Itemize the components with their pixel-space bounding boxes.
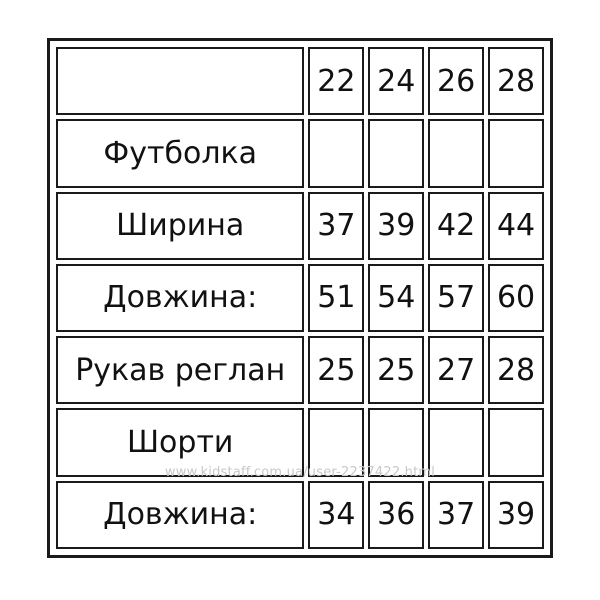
value-cell: 44	[488, 192, 544, 260]
size-header-cell: 22	[308, 47, 364, 115]
value-cell: 34	[308, 481, 364, 549]
value-cell: 36	[368, 481, 424, 549]
value-cell: 37	[428, 481, 484, 549]
table-row	[56, 336, 544, 404]
value-cell: 28	[488, 336, 544, 404]
row-label: Ширина	[56, 192, 304, 260]
row-label: Довжина:	[56, 481, 304, 549]
table-row	[56, 264, 544, 332]
value-cell: 25	[368, 336, 424, 404]
value-cell: 42	[428, 192, 484, 260]
row-label: Довжина:	[56, 264, 304, 332]
table-row	[56, 119, 544, 187]
table-body	[56, 47, 544, 549]
value-cell: 39	[488, 481, 544, 549]
value-cell	[488, 408, 544, 476]
table-row	[56, 408, 544, 476]
value-cell	[368, 408, 424, 476]
table-row	[56, 47, 544, 115]
value-cell	[368, 119, 424, 187]
value-cell	[308, 408, 364, 476]
value-cell: 37	[308, 192, 364, 260]
row-label: Рукав реглан	[56, 336, 304, 404]
watermark-text: www.kidstaff.com.ua/user-2237422.html	[164, 465, 436, 480]
table-row	[56, 481, 544, 549]
value-cell: 57	[428, 264, 484, 332]
value-cell: 51	[308, 264, 364, 332]
value-cell: 27	[428, 336, 484, 404]
table-row	[56, 192, 544, 260]
size-header-cell: 28	[488, 47, 544, 115]
value-cell	[428, 119, 484, 187]
value-cell: 25	[308, 336, 364, 404]
size-chart-table	[52, 43, 548, 553]
value-cell	[308, 119, 364, 187]
row-label: Футболка	[56, 119, 304, 187]
size-header-cell: 24	[368, 47, 424, 115]
value-cell	[488, 119, 544, 187]
value-cell: 60	[488, 264, 544, 332]
value-cell	[428, 408, 484, 476]
size-header-cell: 26	[428, 47, 484, 115]
row-label: Шорти	[56, 408, 304, 476]
value-cell: 54	[368, 264, 424, 332]
value-cell: 39	[368, 192, 424, 260]
row-label	[56, 47, 304, 115]
